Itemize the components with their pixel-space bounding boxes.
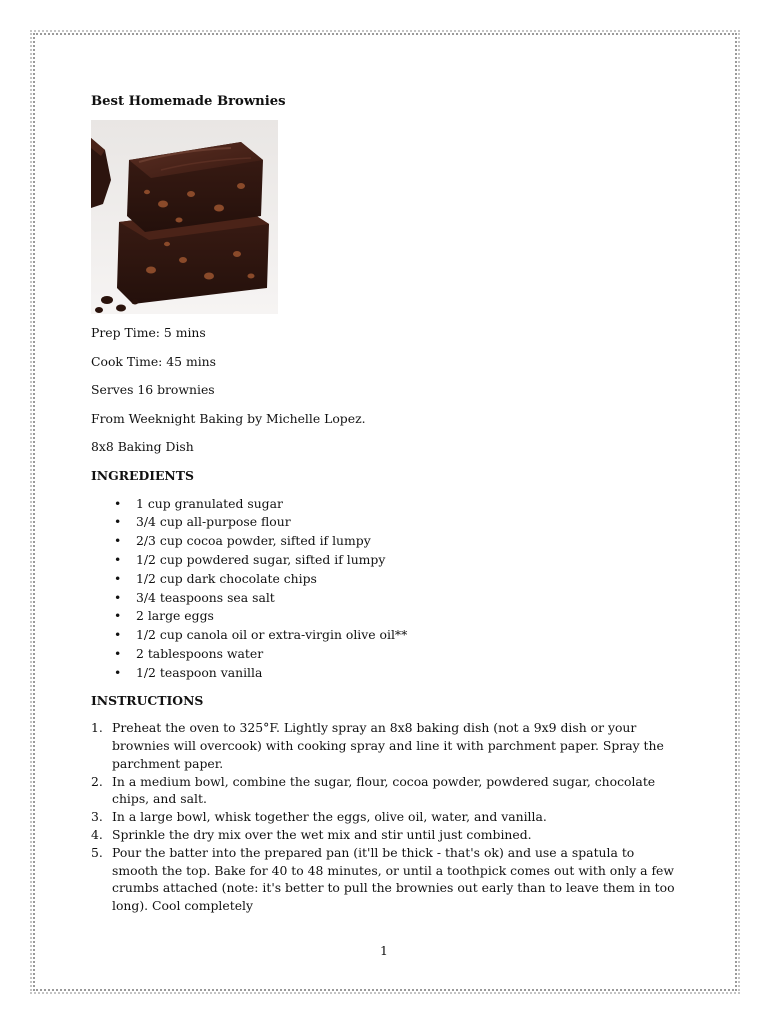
list-item	[91, 551, 681, 570]
list-item	[91, 570, 681, 589]
ingredient-text: 1/2 teaspoon vanilla	[136, 664, 263, 680]
list-item	[91, 844, 681, 915]
ingredient-text: 2 large eggs	[136, 608, 214, 624]
ingredients-heading: INGREDIENTS	[91, 467, 194, 483]
step-number: 5.	[91, 844, 103, 860]
list-item	[91, 626, 681, 645]
list-item	[91, 513, 681, 532]
bullet-icon: •	[114, 533, 122, 549]
step-number: 1.	[91, 720, 103, 736]
bullet-icon: •	[114, 551, 122, 567]
step-text: Pour the batter into the prepared pan (it'll be thick - that's ok) and use a spatula to smooth the top. Bake for 40 to 48 minutes, or until a toothpick comes out with only a few crumbs attached (note: it's better to pull the brownies out early than to leave them in too long). Cool completely	[112, 844, 675, 914]
list-item	[91, 664, 681, 683]
bullet-icon: •	[114, 608, 122, 624]
ingredient-text: 1/2 cup powdered sugar, sifted if lumpy	[136, 551, 386, 567]
step-text: Preheat the oven to 325°F. Lightly spray an 8x8 baking dish (not a 9x9 dish or your brownies will overcook) with cooking spray and line it with parchment paper. Spray the parchment paper.	[112, 720, 664, 771]
bullet-icon: •	[114, 627, 122, 643]
document-body	[91, 93, 681, 915]
step-text: Sprinkle the dry mix over the wet mix and stir until just combined.	[112, 826, 532, 842]
ingredient-text: 1 cup granulated sugar	[136, 495, 283, 511]
bullet-icon: •	[114, 589, 122, 605]
list-item	[91, 589, 681, 608]
list-item	[91, 607, 681, 626]
instructions-heading: INSTRUCTIONS	[91, 692, 204, 708]
ingredient-text: 3/4 cup all-purpose flour	[136, 514, 291, 530]
step-number: 4.	[91, 826, 103, 842]
list-item	[91, 826, 681, 844]
bullet-icon: •	[114, 645, 122, 661]
ingredient-text: 1/2 cup canola oil or extra-virgin olive oil**	[136, 627, 408, 643]
bullet-icon: •	[114, 495, 122, 511]
bullet-icon: •	[114, 514, 122, 530]
list-item	[91, 645, 681, 664]
list-item	[91, 773, 681, 809]
list-item	[91, 719, 681, 772]
source: From Weeknight Baking by Michelle Lopez.	[91, 410, 366, 426]
step-number: 2.	[91, 773, 103, 789]
ingredient-text: 2/3 cup cocoa powder, sifted if lumpy	[136, 533, 371, 549]
step-text: In a medium bowl, combine the sugar, flour, cocoa powder, powdered sugar, chocolate chips, and salt.	[112, 773, 656, 807]
step-text: In a large bowl, whisk together the eggs, olive oil, water, and vanilla.	[112, 809, 547, 825]
ingredient-text: 1/2 cup dark chocolate chips	[136, 570, 317, 586]
cook-time: Cook Time: 45 mins	[91, 353, 217, 369]
page-number: 1	[380, 943, 388, 958]
bullet-icon: •	[114, 664, 122, 680]
list-item	[91, 808, 681, 826]
recipe-title: Best Homemade Brownies	[91, 94, 286, 109]
baking-dish: 8x8 Baking Dish	[91, 439, 194, 455]
brownies-photo	[91, 120, 278, 314]
instructions-list	[91, 719, 681, 915]
prep-time: Prep Time: 5 mins	[91, 325, 206, 340]
servings: Serves 16 brownies	[91, 382, 215, 398]
bullet-icon: •	[114, 570, 122, 586]
list-item	[91, 532, 681, 551]
list-item	[91, 495, 681, 514]
ingredient-text: 2 tablespoons water	[136, 645, 264, 661]
ingredient-text: 3/4 teaspoons sea salt	[136, 589, 275, 605]
ingredients-list	[91, 495, 681, 683]
step-number: 3.	[91, 809, 103, 825]
